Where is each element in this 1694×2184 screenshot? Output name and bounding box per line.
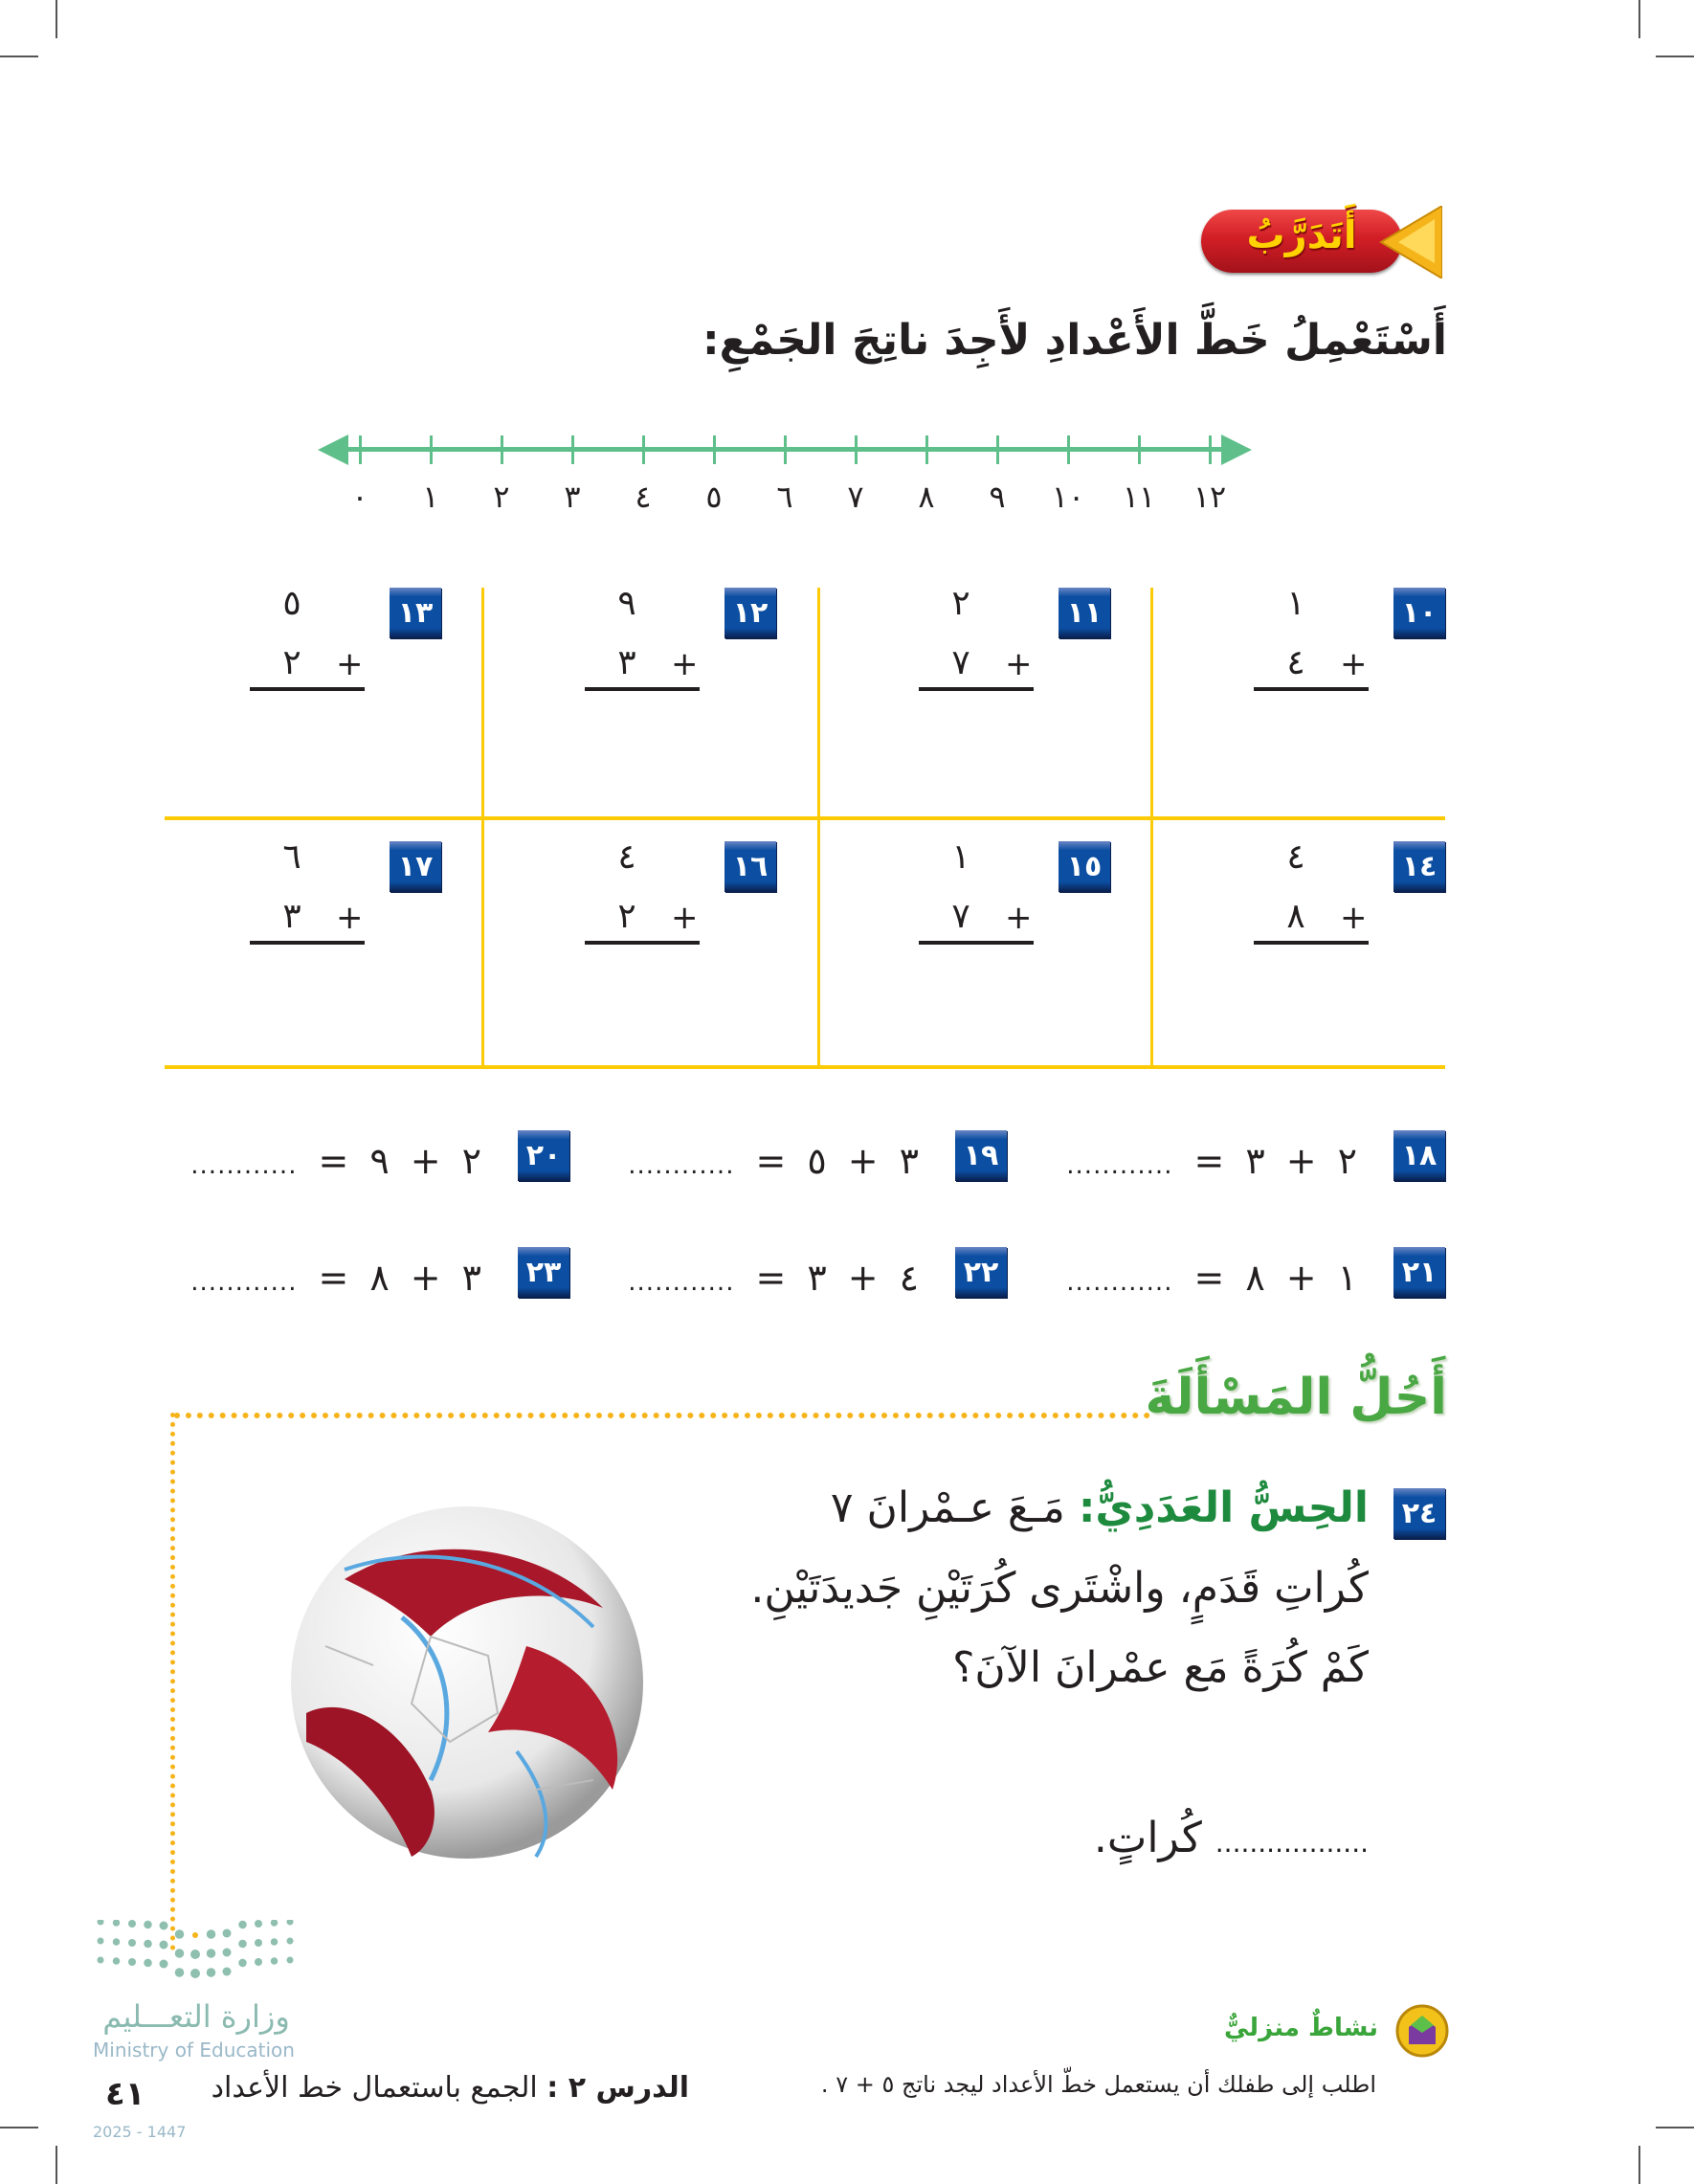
problem-number: ٢١ (1393, 1247, 1445, 1298)
number-line-tick (925, 435, 928, 464)
number-line-label: ١ (422, 479, 439, 515)
dotted-border-left (170, 1413, 175, 1950)
problem-text: مَـعَ عـمْرانَ ٧ (830, 1483, 1065, 1532)
plus-sign: + (1285, 1257, 1317, 1299)
answer-blank[interactable]: ............ (1066, 1151, 1173, 1180)
arrow-right-icon (1221, 435, 1252, 465)
addend-a: ٣ (899, 1140, 919, 1182)
number-line-label: ٨ (918, 479, 935, 515)
equation (628, 1257, 919, 1299)
soccer-ball-image (287, 1503, 647, 1862)
plus-sign: + (336, 645, 364, 683)
problem-24-line1 (831, 1483, 1369, 1532)
addend-top: ٩ (617, 584, 636, 623)
grid-line (1150, 588, 1153, 1067)
number-line-tick (855, 435, 858, 464)
number-line-label: ١٢ (1192, 479, 1227, 515)
equation (190, 1257, 481, 1299)
crop-mark (0, 56, 38, 57)
answer-underline[interactable] (250, 687, 365, 691)
number-line-tick (642, 435, 645, 464)
addend-a: ٤ (899, 1257, 919, 1299)
instruction-text: أَسْتَعْمِلُ خَطَّ الأَعْدادِ لأَجِدَ ناتِجَ الجَمْعِ: (702, 316, 1447, 365)
plus-sign: + (410, 1257, 441, 1299)
problem-number: ١٧ (390, 841, 441, 892)
problem-solving-heading: أَحُلُّ المَسْأَلَةَ (1145, 1369, 1447, 1426)
plus-sign: + (671, 645, 699, 683)
equals-sign: = (755, 1140, 787, 1182)
plus-sign: + (847, 1257, 879, 1299)
number-line-tick (713, 435, 716, 464)
addend-b: ٨ (369, 1257, 390, 1299)
plus-sign: + (1340, 899, 1368, 937)
page-number: ٤١ (105, 2075, 145, 2113)
addend-top: ١ (951, 837, 970, 877)
addend-bottom: ٣ (617, 643, 636, 682)
lesson-title-footer (212, 2071, 689, 2105)
addend-bottom: ٢ (282, 643, 301, 682)
plus-sign: + (1340, 645, 1368, 683)
crop-mark (1638, 0, 1640, 38)
number-line-tick (1138, 435, 1141, 464)
dotted-border-top (174, 1413, 1150, 1418)
number-line-label: ٤ (635, 479, 652, 515)
equals-sign: = (1193, 1257, 1225, 1299)
ministry-name-ar: وزارة التعـــليم (102, 1998, 290, 2035)
addend-a: ١ (1337, 1257, 1357, 1299)
plus-sign: + (1005, 899, 1033, 937)
number-line-label: ١٠ (1051, 479, 1085, 515)
number-line-tick (430, 435, 433, 464)
number-line-tick (784, 435, 787, 464)
problem-24-line2: كُراتِ قَدَمٍ، واشْتَرى كُرَتَيْنِ جَديدَتَيْنِ. (750, 1564, 1369, 1613)
home-activity-label: نشاطٌ منزليٌّ (1224, 2014, 1378, 2042)
addend-b: ٨ (1245, 1257, 1265, 1299)
problem-24-line3: كَمْ كُرَةً مَع عمْرانَ الآنَ؟ (952, 1643, 1369, 1692)
ministry-name-en: Ministry of Education (93, 2039, 295, 2061)
number-line-label: ٥ (705, 479, 723, 515)
answer-underline[interactable] (919, 687, 1034, 691)
problem-number: ١٦ (724, 841, 776, 892)
arrow-left-icon (318, 435, 348, 465)
addend-a: ٢ (461, 1140, 481, 1182)
answer-line[interactable] (1094, 1814, 1369, 1862)
grid-line (165, 816, 1445, 820)
home-activity-icon (1395, 2004, 1449, 2058)
addend-b: ٣ (807, 1257, 827, 1299)
crop-mark (1656, 2127, 1694, 2128)
plus-sign: + (671, 899, 699, 937)
number-line-tick (571, 435, 574, 464)
grid-line (817, 588, 820, 1067)
answer-blank[interactable]: ............ (628, 1151, 735, 1180)
equals-sign: = (318, 1140, 349, 1182)
addend-bottom: ٨ (1286, 897, 1305, 936)
grid-line (165, 1065, 1445, 1069)
addend-top: ٢ (951, 584, 970, 623)
answer-underline[interactable] (585, 941, 700, 945)
addend-bottom: ٧ (951, 643, 970, 682)
answer-blank[interactable]: .................. (1215, 1827, 1369, 1859)
problem-number: ٢٣ (518, 1247, 569, 1298)
lesson-label: الدرس ٢ : (546, 2071, 689, 2105)
answer-underline[interactable] (919, 941, 1034, 945)
answer-underline[interactable] (250, 941, 365, 945)
addend-top: ٥ (282, 584, 301, 623)
problem-number: ٢٢ (955, 1247, 1007, 1298)
number-line-label: ٩ (989, 479, 1006, 515)
number-line-label: ٢ (493, 479, 510, 515)
plus-sign: + (336, 899, 364, 937)
crop-mark (1638, 2146, 1640, 2184)
number-line-tick (1067, 435, 1070, 464)
addend-top: ١ (1286, 584, 1305, 623)
equals-sign: = (1193, 1140, 1225, 1182)
answer-blank[interactable]: ............ (190, 1268, 298, 1297)
plus-sign: + (847, 1140, 879, 1182)
answer-blank[interactable]: ............ (628, 1268, 735, 1297)
equals-sign: = (755, 1257, 787, 1299)
practice-badge (1201, 206, 1442, 279)
equation (628, 1140, 919, 1182)
problem-number: ١٥ (1059, 841, 1110, 892)
crop-mark (56, 2146, 57, 2184)
equals-sign: = (318, 1257, 349, 1299)
lesson-title: الجمع باستعمال خط الأعداد (211, 2071, 538, 2105)
year-label: 2025 - 1447 (93, 2123, 187, 2141)
crop-mark (0, 2127, 38, 2128)
addend-b: ٣ (1245, 1140, 1265, 1182)
addend-bottom: ٣ (282, 897, 301, 936)
number-line-label: ٠ (351, 479, 368, 515)
number-line-tick (359, 435, 362, 464)
number-line-label: ٧ (847, 479, 864, 515)
problem-number: ١٨ (1393, 1130, 1445, 1181)
problem-label: الحِسُّ العَدَدِيُّ: (1078, 1483, 1369, 1532)
arrow-icon (1375, 206, 1442, 279)
addend-bottom: ٢ (617, 897, 636, 936)
answer-underline[interactable] (1254, 687, 1369, 691)
equation (190, 1140, 481, 1182)
answer-underline[interactable] (1254, 941, 1369, 945)
ministry-logo-dots-icon (95, 1920, 298, 1983)
addend-bottom: ٤ (1286, 643, 1305, 682)
plus-sign: + (1285, 1140, 1317, 1182)
problem-number: ١١ (1059, 588, 1110, 638)
problem-number: ١٣ (390, 588, 441, 638)
addend-top: ٤ (617, 837, 636, 877)
problem-number: ١٤ (1393, 841, 1445, 892)
answer-underline[interactable] (585, 687, 700, 691)
home-activity-text: اطلب إلى طفلك أن يستعمل خطّ الأعداد ليجد ناتج ٥ + ٧ . (820, 2071, 1376, 2098)
practice-title: أَتَدَرَّبُ (1246, 213, 1357, 257)
problem-number: ١٢ (724, 588, 776, 638)
problem-number: ١٩ (955, 1130, 1007, 1181)
addend-top: ٤ (1286, 837, 1305, 877)
equation (1066, 1140, 1357, 1182)
addend-a: ٢ (1337, 1140, 1357, 1182)
number-line-label: ٦ (776, 479, 793, 515)
problem-number-24: ٢٤ (1393, 1488, 1445, 1539)
addend-top: ٦ (282, 837, 301, 877)
answer-blank[interactable]: ............ (1066, 1268, 1173, 1297)
plus-sign: + (410, 1140, 441, 1182)
equation (1066, 1257, 1357, 1299)
number-line-label: ٣ (564, 479, 581, 515)
problem-number: ١٠ (1393, 588, 1445, 638)
problem-number: ٢٠ (518, 1130, 569, 1181)
plus-sign: + (1005, 645, 1033, 683)
addend-b: ٩ (369, 1140, 390, 1182)
answer-unit: كُراتٍ. (1093, 1814, 1202, 1862)
number-line-tick (996, 435, 999, 464)
grid-line (481, 588, 484, 1067)
answer-blank[interactable]: ............ (190, 1151, 298, 1180)
crop-mark (56, 0, 57, 38)
number-line-tick (501, 435, 503, 464)
number-line-label: ١١ (1122, 479, 1156, 515)
addend-bottom: ٧ (951, 897, 970, 936)
crop-mark (1656, 56, 1694, 57)
number-line-tick (1209, 435, 1212, 464)
addend-a: ٣ (461, 1257, 481, 1299)
addend-b: ٥ (807, 1140, 827, 1182)
